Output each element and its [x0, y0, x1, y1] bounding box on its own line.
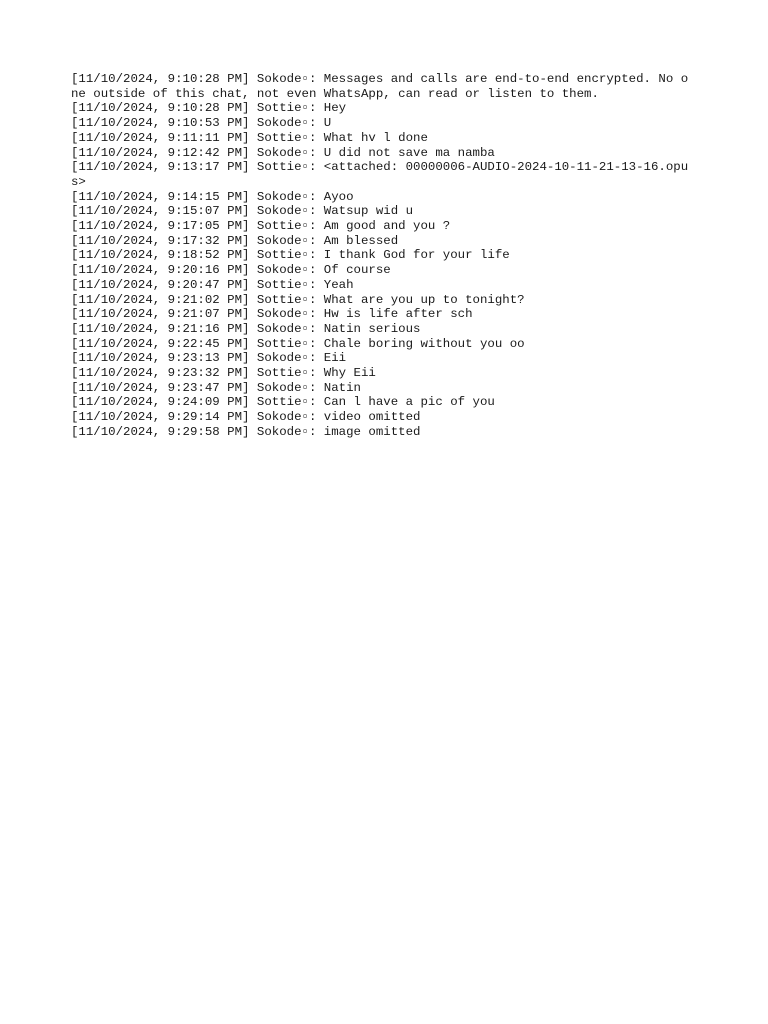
chat-line: [11/10/2024, 9:23:47 PM] Sokode▫: Natin	[71, 380, 361, 395]
chat-line: [11/10/2024, 9:17:32 PM] Sokode▫: Am blessed	[71, 233, 399, 248]
chat-line: [11/10/2024, 9:20:47 PM] Sottie▫: Yeah	[71, 277, 354, 292]
chat-line: [11/10/2024, 9:12:42 PM] Sokode▫: U did not save ma namba	[71, 145, 495, 160]
chat-line: [11/10/2024, 9:17:05 PM] Sottie▫: Am good and you ?	[71, 219, 451, 234]
chat-line: [11/10/2024, 9:29:58 PM] Sokode▫: image omitted	[71, 424, 421, 439]
chat-line: [11/10/2024, 9:14:15 PM] Sokode▫: Ayoo	[71, 189, 354, 204]
chat-line: [11/10/2024, 9:20:16 PM] Sokode▫: Of course	[71, 263, 391, 278]
chat-line: [11/10/2024, 9:22:45 PM] Sottie▫: Chale boring without you oo	[71, 336, 525, 351]
chat-line: [11/10/2024, 9:21:16 PM] Sokode▫: Natin serious	[71, 321, 421, 336]
chat-line: [11/10/2024, 9:23:32 PM] Sottie▫: Why Eii	[71, 366, 376, 381]
chat-line: [11/10/2024, 9:10:28 PM] Sottie▫: Hey	[71, 101, 347, 116]
chat-line: [11/10/2024, 9:13:17 PM] Sottie▫: <attached: 00000006-AUDIO-2024-10-11-21-13-16.opus>	[71, 160, 689, 189]
chat-line: [11/10/2024, 9:23:13 PM] Sokode▫: Eii	[71, 351, 347, 366]
chat-line: [11/10/2024, 9:29:14 PM] Sokode▫: video omitted	[71, 410, 421, 425]
chat-line: [11/10/2024, 9:15:07 PM] Sokode▫: Watsup wid u	[71, 204, 414, 219]
chat-line: [11/10/2024, 9:10:53 PM] Sokode▫: U	[71, 116, 332, 131]
chat-line: [11/10/2024, 9:24:09 PM] Sottie▫: Can l have a pic of you	[71, 395, 495, 410]
chat-line: [11/10/2024, 9:21:07 PM] Sokode▫: Hw is life after sch	[71, 307, 473, 322]
chat-line: [11/10/2024, 9:11:11 PM] Sottie▫: What hv l done	[71, 130, 428, 145]
chat-line: [11/10/2024, 9:21:02 PM] Sottie▫: What are you up to tonight?	[71, 292, 525, 307]
chat-line: [11/10/2024, 9:18:52 PM] Sottie▫: I thank God for your life	[71, 248, 510, 263]
chat-transcript	[71, 72, 691, 440]
chat-line: [11/10/2024, 9:10:28 PM] Sokode▫: Messages and calls are end-to-end encrypted. No one outside of this chat, not even WhatsApp, can read or listen to them.	[71, 72, 689, 101]
